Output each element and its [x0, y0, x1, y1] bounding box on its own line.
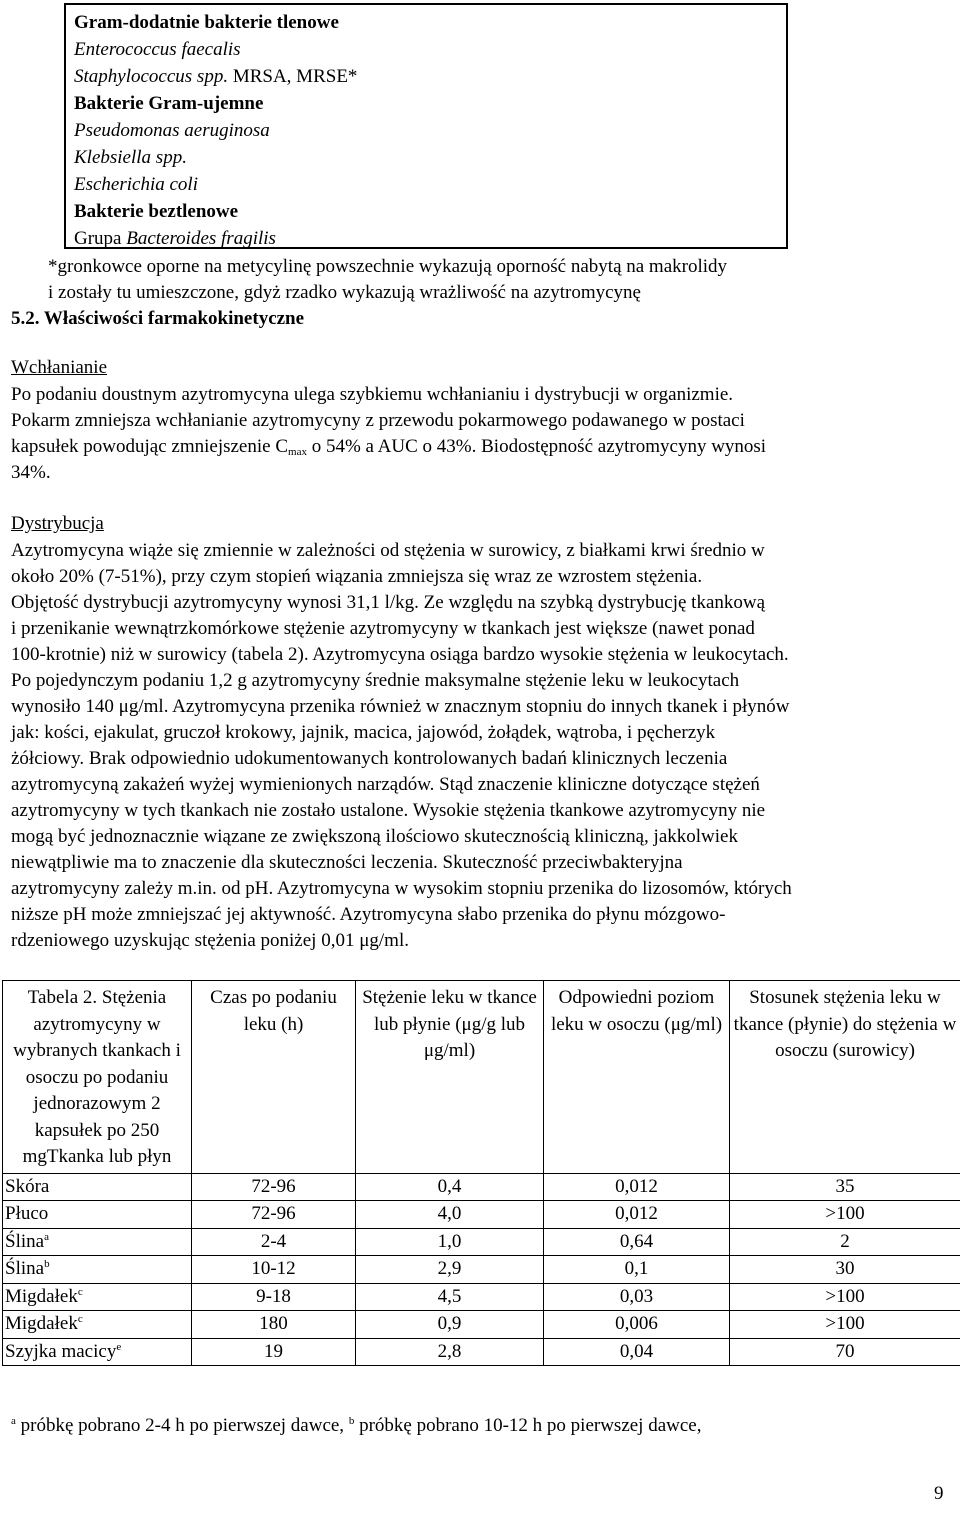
table-row	[3, 1311, 960, 1339]
tissue-sup: e	[116, 1340, 122, 1353]
organism-name	[74, 225, 276, 252]
tissue-conc-cell: 0,4	[356, 1173, 544, 1201]
tissue-label: Szyjka macicy	[5, 1340, 117, 1362]
paragraph-line: wynosiło 140 μg/ml. Azytromycyna przenika również w znacznym stopniu do innych tkanek i płynów	[11, 696, 790, 717]
tissue-conc-cell: 2,8	[356, 1338, 544, 1366]
ratio-cell: 30	[730, 1256, 960, 1284]
table-row	[3, 1338, 960, 1366]
organism-name: Enterococcus faecalis	[74, 39, 241, 60]
tissue-conc-cell: 2,9	[356, 1256, 544, 1284]
time-cell: 9-18	[192, 1283, 356, 1311]
footnote-text: próbkę pobrano 2-4 h po pierwszej dawce,	[15, 1415, 349, 1436]
tissue-conc-cell: 4,5	[356, 1283, 544, 1311]
subscript: max	[288, 446, 307, 458]
organism-name-prefix: Grupa	[74, 228, 127, 249]
tissue-name	[3, 1256, 192, 1284]
tissue-conc-cell: 1,0	[356, 1228, 544, 1256]
paragraph-line: azytromycyną zakażeń wyżej wymienionych narządów. Stąd znaczenie kliniczne dotyczące stężeń	[11, 774, 760, 795]
table-header-cell: Odpowiedni poziom leku w osoczu (μg/ml)	[544, 981, 730, 1174]
tissue-label: Migdałek	[5, 1313, 78, 1334]
organism-name: Klebsiella spp.	[74, 147, 187, 168]
paragraph-line	[11, 433, 766, 460]
tissue-conc-cell: 4,0	[356, 1201, 544, 1229]
footnote-text: próbkę pobrano 10-12 h po pierwszej dawce,	[354, 1415, 702, 1436]
tissue-name	[3, 1311, 192, 1339]
plasma-conc-cell: 0,012	[544, 1173, 730, 1201]
paragraph-line: Pokarm zmniejsza wchłanianie azytromycyny z przewodu pokarmowego podawanego w postaci	[11, 410, 745, 431]
table-row	[3, 1173, 960, 1201]
organism-name: Escherichia coli	[74, 174, 198, 195]
absorption-heading: Wchłanianie	[11, 357, 108, 378]
paragraph-line: 34%.	[11, 462, 51, 483]
footnote-sup: a	[11, 1415, 16, 1427]
time-cell: 180	[192, 1311, 356, 1339]
tissue-name	[3, 1201, 192, 1229]
plasma-conc-cell: 0,012	[544, 1201, 730, 1229]
paragraph-line: niewątpliwie ma to znaczenie dla skuteczności leczenia. Skuteczność przeciwbakteryjna	[11, 852, 683, 873]
table-header-cell: Stężenie leku w tkance lub płynie (μg/g lub μg/ml)	[356, 981, 544, 1174]
paragraph-line: około 20% (7-51%), przy czym stopień wiązania zmniejsza się wraz ze wzrostem stężenia.	[11, 566, 703, 587]
time-cell: 72-96	[192, 1201, 356, 1229]
organism-group-heading: Gram-dodatnie bakterie tlenowe	[74, 12, 339, 33]
time-cell: 2-4	[192, 1228, 356, 1256]
organism-list-box	[64, 3, 788, 249]
plasma-conc-cell: 0,04	[544, 1338, 730, 1366]
paragraph-line: Azytromycyna wiąże się zmiennie w zależności od stężenia w surowicy, z białkami krwi średnio w	[11, 540, 765, 561]
ratio-cell: >100	[730, 1283, 960, 1311]
plasma-conc-cell: 0,006	[544, 1311, 730, 1339]
ratio-cell: >100	[730, 1311, 960, 1339]
ratio-cell: 70	[730, 1338, 960, 1366]
table-footnote	[11, 1412, 701, 1439]
footnote-sup: b	[348, 1415, 355, 1427]
time-cell: 19	[192, 1338, 356, 1366]
paragraph-line: azytromycyny zależy m.in. od pH. Azytromycyna w wysokim stopniu przenika do lizosomów, których	[11, 878, 792, 899]
plasma-conc-cell: 0,1	[544, 1256, 730, 1284]
tissue-label: Ślina	[5, 1258, 45, 1279]
concentration-table	[2, 980, 960, 1366]
star-footnote-line: i zostały tu umieszczone, gdyż rzadko wykazują wrażliwość na azytromycynę	[48, 282, 641, 303]
distribution-heading: Dystrybucja	[11, 513, 104, 534]
organism-group-heading: Bakterie beztlenowe	[74, 201, 239, 222]
tissue-label: Ślina	[5, 1230, 45, 1252]
tissue-sup: c	[77, 1285, 83, 1298]
paragraph-line: Po podaniu doustnym azytromycyna ulega szybkiemu wchłanianiu i dystrybucji w organizmie.	[11, 384, 734, 405]
paragraph-line: mogą być jednoznacznie wiązane ze zwiększoną ilościowo skutecznością kliniczną, jakkolwiek	[11, 826, 738, 847]
section-title: 5.2. Właściwości farmakokinetyczne	[11, 308, 305, 329]
plasma-conc-cell: 0,64	[544, 1228, 730, 1256]
tissue-name	[3, 1338, 192, 1366]
table-header-cell: Czas po podaniu leku (h)	[192, 981, 356, 1174]
organism-name	[74, 63, 357, 90]
table-row	[3, 1283, 960, 1311]
paragraph-line: i przenikanie wewnątrzkomórkowe stężenie azytromycyny w tkankach jest większe (nawet ponad	[11, 618, 755, 639]
paragraph-line: żółciowy. Brak odpowiednio udokumentowanych kontrolowanych badań klinicznych leczenia	[11, 748, 728, 769]
tissue-label: Płuco	[5, 1203, 49, 1224]
paragraph-line: rdzeniowego uzyskując stężenia poniżej 0,01 μg/ml.	[11, 930, 409, 951]
plasma-conc-cell: 0,03	[544, 1283, 730, 1311]
tissue-sup: a	[44, 1230, 49, 1243]
paragraph-line: jak: kości, ejakulat, gruczoł krokowy, jajnik, macica, jajowód, żołądek, wątroba, i pęcherzyk	[11, 722, 716, 743]
star-footnote-line: *gronkowce oporne na metycylinę powszechnie wykazują oporność nabytą na makrolidy	[48, 256, 728, 277]
paragraph-line: Objętość dystrybucji azytromycyny wynosi 31,1 l/kg. Ze względu na szybką dystrybucję tkankową	[11, 592, 766, 613]
ratio-cell: 35	[730, 1173, 960, 1201]
text-span: o 54% a AUC o 43%. Biodostępność azytromycyny wynosi	[306, 436, 767, 457]
organism-name-suffix: MRSA, MRSE*	[228, 66, 358, 87]
text-span: kapsułek powodując zmniejszenie C	[11, 436, 289, 457]
organism-name-italic: Bacteroides fragilis	[126, 228, 276, 249]
table-row	[3, 1228, 960, 1256]
table-header-row	[3, 981, 960, 1174]
ratio-cell: 2	[730, 1228, 960, 1256]
ratio-cell: >100	[730, 1201, 960, 1229]
tissue-name	[3, 1228, 192, 1256]
organism-name-italic: Staphylococcus spp.	[74, 66, 229, 87]
time-cell: 10-12	[192, 1256, 356, 1284]
table-row	[3, 1256, 960, 1284]
tissue-conc-cell: 0,9	[356, 1311, 544, 1339]
table-header-cell: Tabela 2. Stężenia azytromycyny w wybranych tkankach i osoczu po podaniu jednorazowym 2 kapsułek po 250 mgTkanka lub płyn	[3, 981, 192, 1174]
paragraph-line: 100-krotnie) niż w surowicy (tabela 2). Azytromycyna osiąga bardzo wysokie stężenia w leukocytach.	[11, 644, 789, 665]
paragraph-line: niższe pH może zmniejszać jej aktywność. Azytromycyna słabo przenika do płynu mózgowo-	[11, 904, 726, 925]
organism-group-heading: Bakterie Gram-ujemne	[74, 93, 264, 114]
time-cell: 72-96	[192, 1173, 356, 1201]
table-row	[3, 1201, 960, 1229]
tissue-name	[3, 1173, 192, 1201]
tissue-sup: b	[44, 1258, 50, 1270]
tissue-label: Skóra	[5, 1175, 50, 1197]
tissue-name	[3, 1283, 192, 1311]
paragraph-line: Po pojedynczym podaniu 1,2 g azytromycyny średnie maksymalne stężenie leku w leukocytach	[11, 670, 740, 691]
paragraph-line: azytromycyny w tych tkankach nie zostało ustalone. Wysokie stężenia tkankowe azytromycyny nie	[11, 800, 766, 821]
organism-name: Pseudomonas aeruginosa	[74, 120, 270, 141]
tissue-label: Migdałek	[5, 1285, 78, 1307]
tissue-sup: c	[77, 1313, 83, 1325]
table-header-cell: Stosunek stężenia leku w tkance (płynie) do stężenia w osoczu (surowicy)	[730, 981, 960, 1174]
page-number: 9	[934, 1483, 944, 1504]
